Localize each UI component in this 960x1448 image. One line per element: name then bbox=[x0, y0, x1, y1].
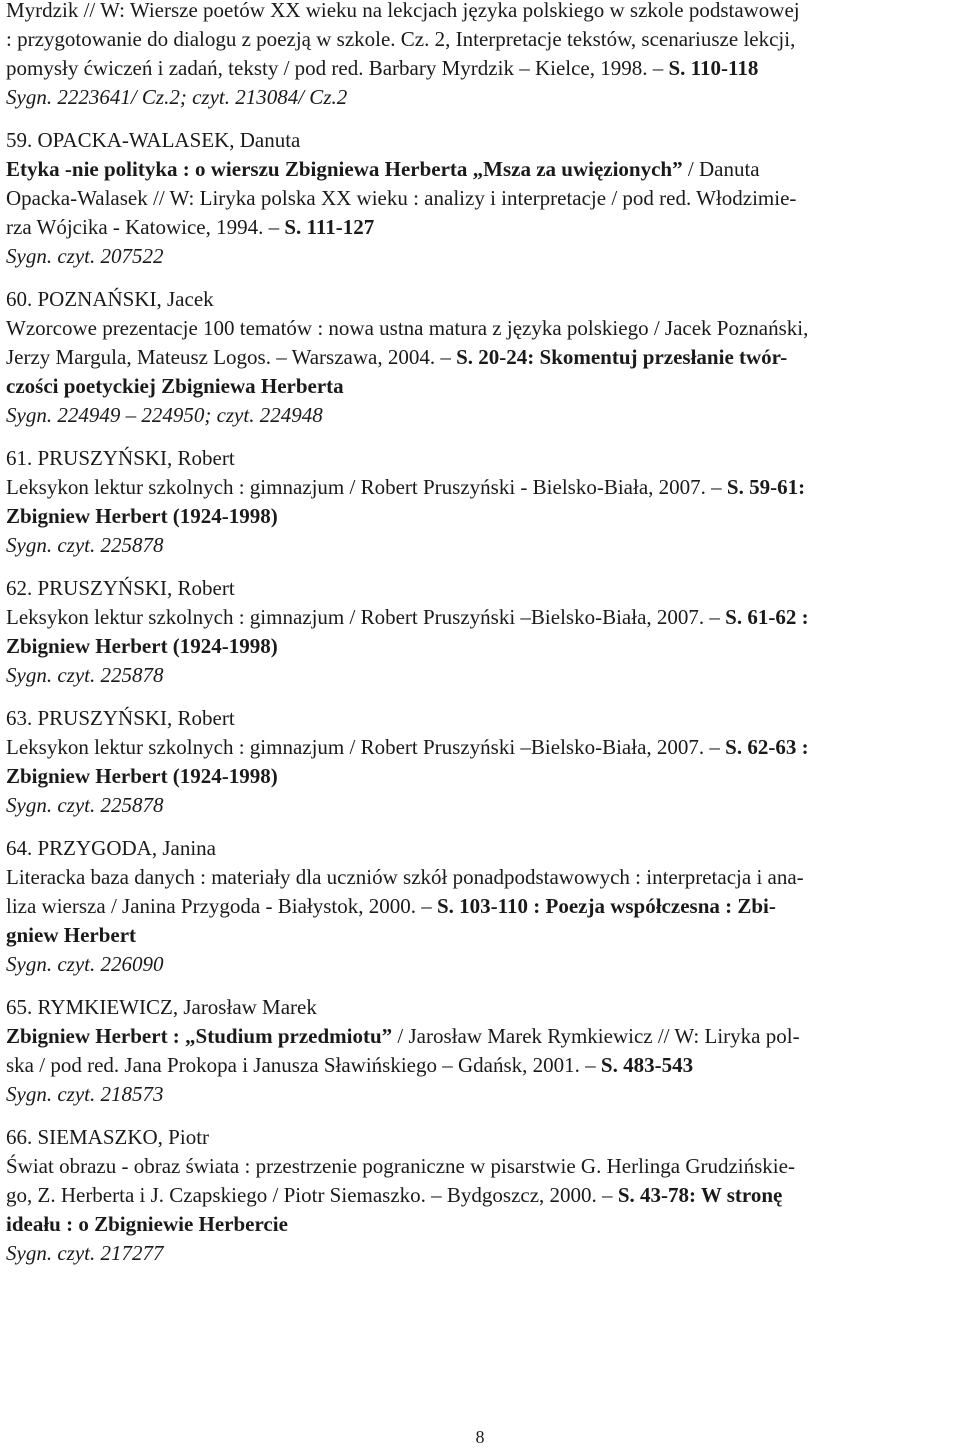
bibliography-page bbox=[6, 0, 952, 1282]
entry-text-line: Zbigniew Herbert (1924-1998) bbox=[6, 634, 278, 658]
call-number: Sygn. czyt. 225878 bbox=[6, 793, 164, 817]
page-range: S. 483-543 bbox=[600, 1053, 694, 1077]
page-range: S. 111-127 bbox=[284, 215, 375, 239]
call-number: Sygn. czyt. 217277 bbox=[6, 1241, 164, 1265]
entry-text-line: Zbigniew Herbert : „Studium przedmiotu” / Jarosław Marek Rymkiewicz // W: Liryka pol- bbox=[6, 1024, 800, 1048]
entry-heading: 61. PRUSZYŃSKI, Robert bbox=[6, 446, 235, 470]
entry-62 bbox=[6, 574, 952, 690]
entry-heading: 66. SIEMASZKO, Piotr bbox=[6, 1125, 210, 1149]
entry-60 bbox=[6, 285, 952, 430]
page-range: S. 20-24: Skomentuj przesłanie twór- bbox=[456, 345, 788, 369]
call-number: Sygn. 2223641/ Cz.2; czyt. 213084/ Cz.2 bbox=[6, 85, 348, 109]
entry-61 bbox=[6, 444, 952, 560]
page-number: 8 bbox=[475, 1427, 485, 1447]
entry-text-line: pomysły ćwiczeń i zadań, teksty / pod red. Barbary Myrdzik – Kielce, 1998. – S. 110-118 bbox=[6, 56, 759, 80]
entry-text-line: go, Z. Herberta i J. Czapskiego / Piotr Siemaszko. – Bydgoszcz, 2000. – S. 43-78: W stronę bbox=[6, 1183, 783, 1207]
entry-text-line: Leksykon lektur szkolnych : gimnazjum / Robert Pruszyński –Bielsko-Biała, 2007. – S. 62-63 : bbox=[6, 735, 809, 759]
entry-title: Etyka -nie polityka : o wierszu Zbigniewa Herberta „Msza za uwięzionych” bbox=[6, 157, 683, 181]
entry-text-line: Etyka -nie polityka : o wierszu Zbigniewa Herberta „Msza za uwięzionych” / Danuta bbox=[6, 157, 760, 181]
entry-text-line: Zbigniew Herbert (1924-1998) bbox=[6, 504, 278, 528]
call-number: Sygn. 224949 – 224950; czyt. 224948 bbox=[6, 403, 323, 427]
entry-text-line: Leksykon lektur szkolnych : gimnazjum / Robert Pruszyński - Bielsko-Biała, 2007. – S. 59-61: bbox=[6, 475, 806, 499]
page-range: S. 62-63 : bbox=[725, 735, 809, 759]
call-number: Sygn. czyt. 225878 bbox=[6, 663, 164, 687]
entry-heading: 59. OPACKA-WALASEK, Danuta bbox=[6, 128, 301, 152]
page-range: S. 59-61: bbox=[726, 475, 806, 499]
entry-text-line: liza wiersza / Janina Przygoda - Białystok, 2000. – S. 103-110 : Poezja współczesna : Zbi- bbox=[6, 894, 776, 918]
entry-text-line: Wzorcowe prezentacje 100 tematów : nowa ustna matura z języka polskiego / Jacek Poznański, bbox=[6, 316, 809, 340]
entry-text-line: Jerzy Margula, Mateusz Logos. – Warszawa, 2004. – S. 20-24: Skomentuj przesłanie twór- bbox=[6, 345, 788, 369]
entry-text-line: ideału : o Zbigniewie Herbercie bbox=[6, 1212, 288, 1236]
entry-text-line: gniew Herbert bbox=[6, 923, 137, 947]
entry-66 bbox=[6, 1123, 952, 1268]
entry-65 bbox=[6, 993, 952, 1109]
entry-text-line: Myrdzik // W: Wiersze poetów XX wieku na lekcjach języka polskiego w szkole podstawowej bbox=[6, 0, 800, 22]
entry-text-line: Świat obrazu - obraz świata : przestrzenie pograniczne w pisarstwie G. Herlinga Grudzińskie- bbox=[6, 1154, 795, 1178]
entry-text-line: Leksykon lektur szkolnych : gimnazjum / Robert Pruszyński –Bielsko-Biała, 2007. – S. 61-62 : bbox=[6, 605, 809, 629]
page-range: S. 110-118 bbox=[668, 56, 759, 80]
call-number: Sygn. czyt. 218573 bbox=[6, 1082, 164, 1106]
entry-heading: 60. POZNAŃSKI, Jacek bbox=[6, 287, 214, 311]
page-range: S. 103-110 : Poezja współczesna : Zbi- bbox=[436, 894, 776, 918]
entry-63 bbox=[6, 704, 952, 820]
entry-heading: 65. RYMKIEWICZ, Jarosław Marek bbox=[6, 995, 317, 1019]
entry-64 bbox=[6, 834, 952, 979]
entry-59 bbox=[6, 126, 952, 271]
entry-title: Zbigniew Herbert : „Studium przedmiotu” bbox=[6, 1024, 393, 1048]
entry-text-line: ska / pod red. Jana Prokopa i Janusza Sławińskiego – Gdańsk, 2001. – S. 483-543 bbox=[6, 1053, 694, 1077]
call-number: Sygn. czyt. 226090 bbox=[6, 952, 164, 976]
call-number: Sygn. czyt. 225878 bbox=[6, 533, 164, 557]
entry-continued bbox=[6, 0, 952, 112]
page-range: S. 61-62 : bbox=[725, 605, 809, 629]
entry-text-line: Zbigniew Herbert (1924-1998) bbox=[6, 764, 278, 788]
entry-text-line: Opacka-Walasek // W: Liryka polska XX wieku : analizy i interpretacje / pod red. Włodzimie- bbox=[6, 186, 797, 210]
call-number: Sygn. czyt. 207522 bbox=[6, 244, 164, 268]
page-range: S. 43-78: W stronę bbox=[617, 1183, 783, 1207]
entry-heading: 62. PRUSZYŃSKI, Robert bbox=[6, 576, 235, 600]
entry-text-line: : przygotowanie do dialogu z poezją w szkole. Cz. 2, Interpretacje tekstów, scenariusze lekcji, bbox=[6, 27, 796, 51]
entry-heading: 63. PRUSZYŃSKI, Robert bbox=[6, 706, 235, 730]
entry-text-line: Literacka baza danych : materiały dla uczniów szkół ponadpodstawowych : interpretacja i ana- bbox=[6, 865, 804, 889]
entry-text-line: czości poetyckiej Zbigniewa Herberta bbox=[6, 374, 344, 398]
entry-text-line: rza Wójcika - Katowice, 1994. – S. 111-127 bbox=[6, 215, 375, 239]
entry-heading: 64. PRZYGODA, Janina bbox=[6, 836, 216, 860]
